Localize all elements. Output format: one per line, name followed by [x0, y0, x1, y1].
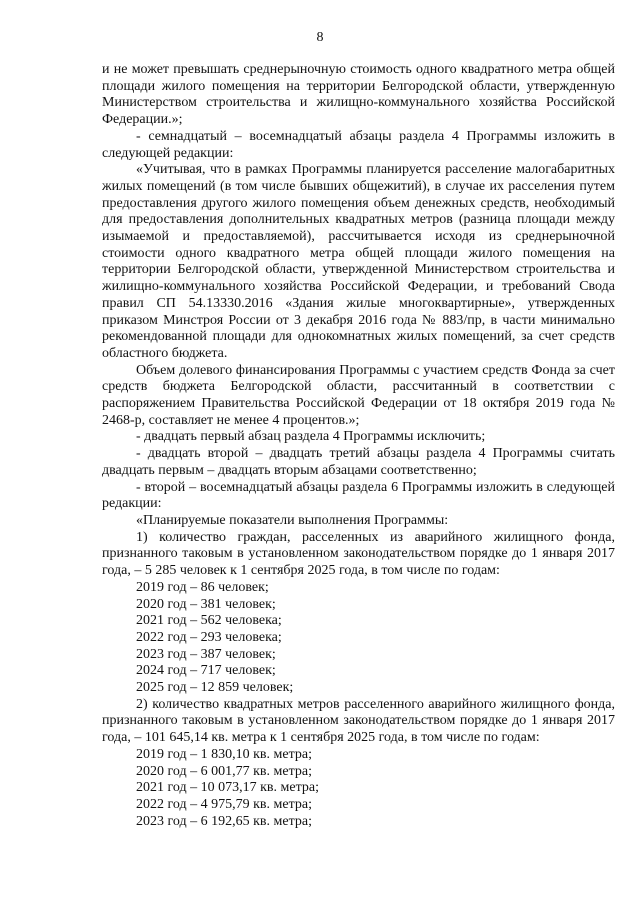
- document-body: [102, 62, 615, 830]
- list-item: 2020 год – 6 001,77 кв. метра;: [136, 763, 312, 779]
- paragraph: 2) количество квадратных метров расселенного аварийного жилищного фонда, признанного таковым в установленном законодательством порядке до 1 января 2017 года, – 101 645,14 кв. метра к 1 сентября 2025 года, в том числе по годам:: [102, 696, 615, 746]
- list-item: 2020 год – 381 человек;: [136, 596, 276, 612]
- page-number: 8: [316, 30, 324, 45]
- list-item: 2021 год – 10 073,17 кв. метра;: [136, 780, 319, 796]
- paragraph: - двадцать второй – двадцать третий абзацы раздела 4 Программы считать двадцать первым – двадцать вторым абзацами соответственно;: [102, 446, 615, 478]
- list-item: 2019 год – 86 человек;: [136, 579, 269, 595]
- list-item: 2021 год – 562 человека;: [136, 613, 282, 629]
- paragraph: «Планируемые показатели выполнения Программы:: [136, 512, 449, 528]
- paragraph: Объем долевого финансирования Программы с участием средств Фонда за счет средств бюджета Белгородской области, рассчитанный в соответствии с распоряжением Правительства Российской Федерации от 18 октября 2019 года № 2468-р, составляет не менее 4 процентов.»;: [102, 362, 615, 428]
- list-item: 2019 год – 1 830,10 кв. метра;: [136, 746, 312, 762]
- paragraph: и не может превышать среднерыночную стоимость одного квадратного метра общей площади жилого помещения на территории Белгородской области, утвержденную Министерством строительства и жилищно-коммунального хозяйства Российской Федерации.»;: [102, 62, 615, 128]
- paragraph: - второй – восемнадцатый абзацы раздела 6 Программы изложить в следующей редакции:: [102, 479, 615, 512]
- residents-by-year-list: [102, 580, 615, 697]
- list-item: 2023 год – 387 человек;: [136, 646, 276, 662]
- paragraph: «Учитывая, что в рамках Программы планируется расселение малогабаритных жилых помещений (в том числе бывших общежитий), в случае их расселения путем предоставления другого жилого помещения объем денежных средств, необходимый для предоставления дополнительных квадратных метров (разница площади между изымаемой и предоставляемой), рассчитывается исходя из среднерыночной стоимости одного квадратного метра общей площади жилого помещения на территории Белгородской области, утвержденной Министерством строительства и жилищно-коммунального хозяйства Российской Федерации, и требований Свода правил СП 54.13330.2016 «Здания жилые многоквартирные», утвержденных приказом Минстроя России от 3 декабря 2016 года № 883/пр, в части минимально рекомендованной площади для однокомнатных жилых помещений, за счет средств областного бюджета.: [102, 162, 615, 361]
- paragraph: 1) количество граждан, расселенных из аварийного жилищного фонда, признанного таковым в установленном законодательством порядке до 1 января 2017 года, – 5 285 человек к 1 сентября 2025 года, в том числе по годам:: [102, 529, 615, 579]
- area-by-year-list: [102, 747, 615, 831]
- list-item: 2022 год – 293 человека;: [136, 629, 282, 645]
- paragraph: - двадцать первый абзац раздела 4 Программы исключить;: [136, 429, 486, 445]
- list-item: 2024 год – 717 человек;: [136, 663, 276, 679]
- list-item: 2025 год – 12 859 человек;: [136, 680, 294, 696]
- list-item: 2023 год – 6 192,65 кв. метра;: [136, 813, 312, 829]
- paragraph: - семнадцатый – восемнадцатый абзацы раздела 4 Программы изложить в следующей редакции:: [102, 128, 615, 161]
- list-item: 2022 год – 4 975,79 кв. метра;: [136, 796, 312, 812]
